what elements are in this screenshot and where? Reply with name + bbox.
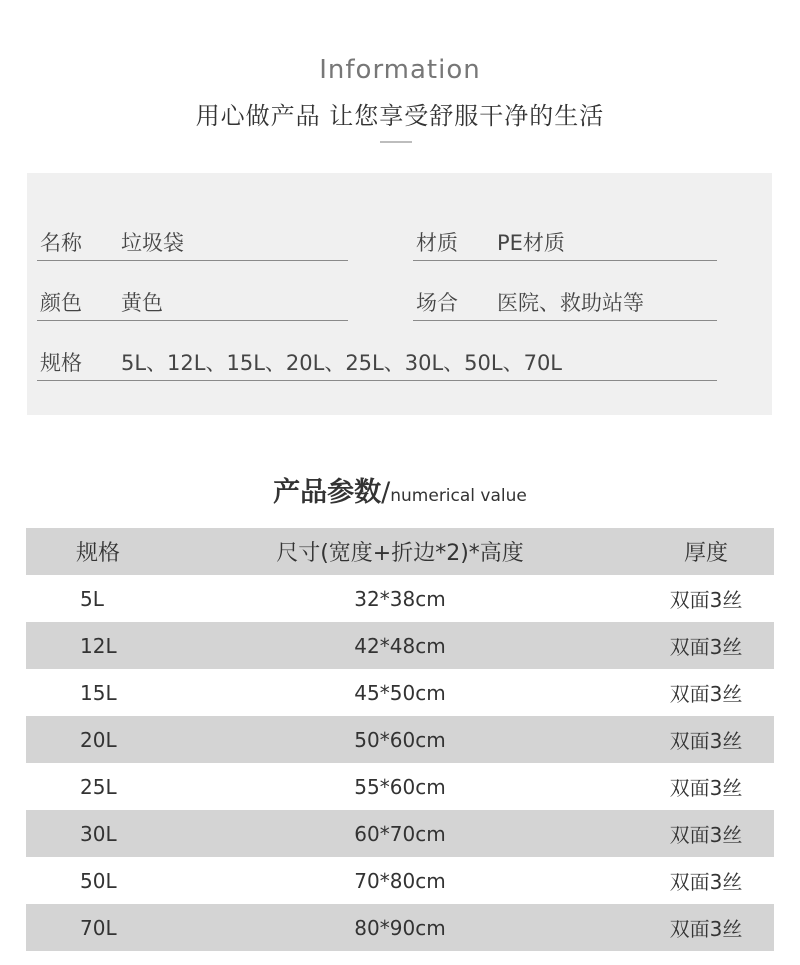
- info-label-material: 材质: [416, 231, 458, 255]
- info-label-name: 名称: [40, 231, 82, 255]
- cell-size: 50*60cm: [354, 727, 446, 752]
- info-value-occasion: 医院、救助站等: [497, 291, 644, 315]
- cell-thickness: 双面3丝: [669, 823, 743, 847]
- info-value-spec: 5L、12L、15L、20L、25L、30L、50L、70L: [121, 351, 563, 375]
- table-row: [26, 716, 774, 763]
- table-row: [26, 904, 774, 951]
- table-row: [26, 857, 774, 904]
- params-title-en: numerical value: [390, 486, 527, 506]
- info-field-material: [413, 226, 717, 261]
- table-row: [26, 669, 774, 716]
- table-header-row: [26, 528, 774, 575]
- cell-spec: 12L: [80, 633, 117, 658]
- cell-size: 70*80cm: [354, 868, 446, 893]
- header-thickness: 厚度: [683, 541, 728, 566]
- cell-spec: 70L: [80, 915, 117, 940]
- params-title-separator: /: [381, 477, 391, 508]
- params-table: [26, 528, 774, 951]
- cell-thickness: 双面3丝: [669, 635, 743, 659]
- info-label-spec: 规格: [40, 351, 82, 375]
- info-value-color: 黄色: [121, 291, 163, 315]
- header-size: 尺寸(宽度+折边*2)*高度: [276, 541, 524, 566]
- cell-thickness: 双面3丝: [669, 917, 743, 941]
- table-row: [26, 763, 774, 810]
- cell-size: 55*60cm: [354, 774, 446, 799]
- params-title-cn: 产品参数: [273, 477, 382, 508]
- table-row: [26, 622, 774, 669]
- info-field-occasion: [413, 286, 717, 321]
- cell-size: 42*48cm: [354, 633, 446, 658]
- table-row: [26, 575, 774, 622]
- cell-size: 32*38cm: [354, 586, 446, 611]
- cell-spec: 25L: [80, 774, 117, 799]
- heading-chinese: 用心做产品 让您享受舒服干净的生活: [195, 102, 605, 130]
- cell-thickness: 双面3丝: [669, 588, 743, 612]
- cell-spec: 5L: [80, 586, 104, 611]
- cell-spec: 50L: [80, 868, 117, 893]
- info-value-material: PE材质: [497, 231, 565, 255]
- info-label-color: 颜色: [40, 291, 82, 315]
- header-spec: 规格: [76, 541, 121, 566]
- info-field-name: [37, 226, 348, 261]
- cell-size: 80*90cm: [354, 915, 446, 940]
- info-value-name: 垃圾袋: [121, 231, 184, 255]
- cell-thickness: 双面3丝: [669, 870, 743, 894]
- heading-english: Information: [319, 55, 481, 85]
- cell-spec: 15L: [80, 680, 117, 705]
- info-field-color: [37, 286, 348, 321]
- params-title: [0, 470, 800, 509]
- table-row: [26, 810, 774, 857]
- cell-thickness: 双面3丝: [669, 729, 743, 753]
- cell-thickness: 双面3丝: [669, 776, 743, 800]
- cell-spec: 20L: [80, 727, 117, 752]
- heading-divider: [380, 141, 412, 143]
- cell-thickness: 双面3丝: [669, 682, 743, 706]
- info-label-occasion: 场合: [416, 291, 458, 315]
- cell-size: 45*50cm: [354, 680, 446, 705]
- cell-spec: 30L: [80, 821, 117, 846]
- cell-size: 60*70cm: [354, 821, 446, 846]
- info-field-spec: [37, 346, 717, 381]
